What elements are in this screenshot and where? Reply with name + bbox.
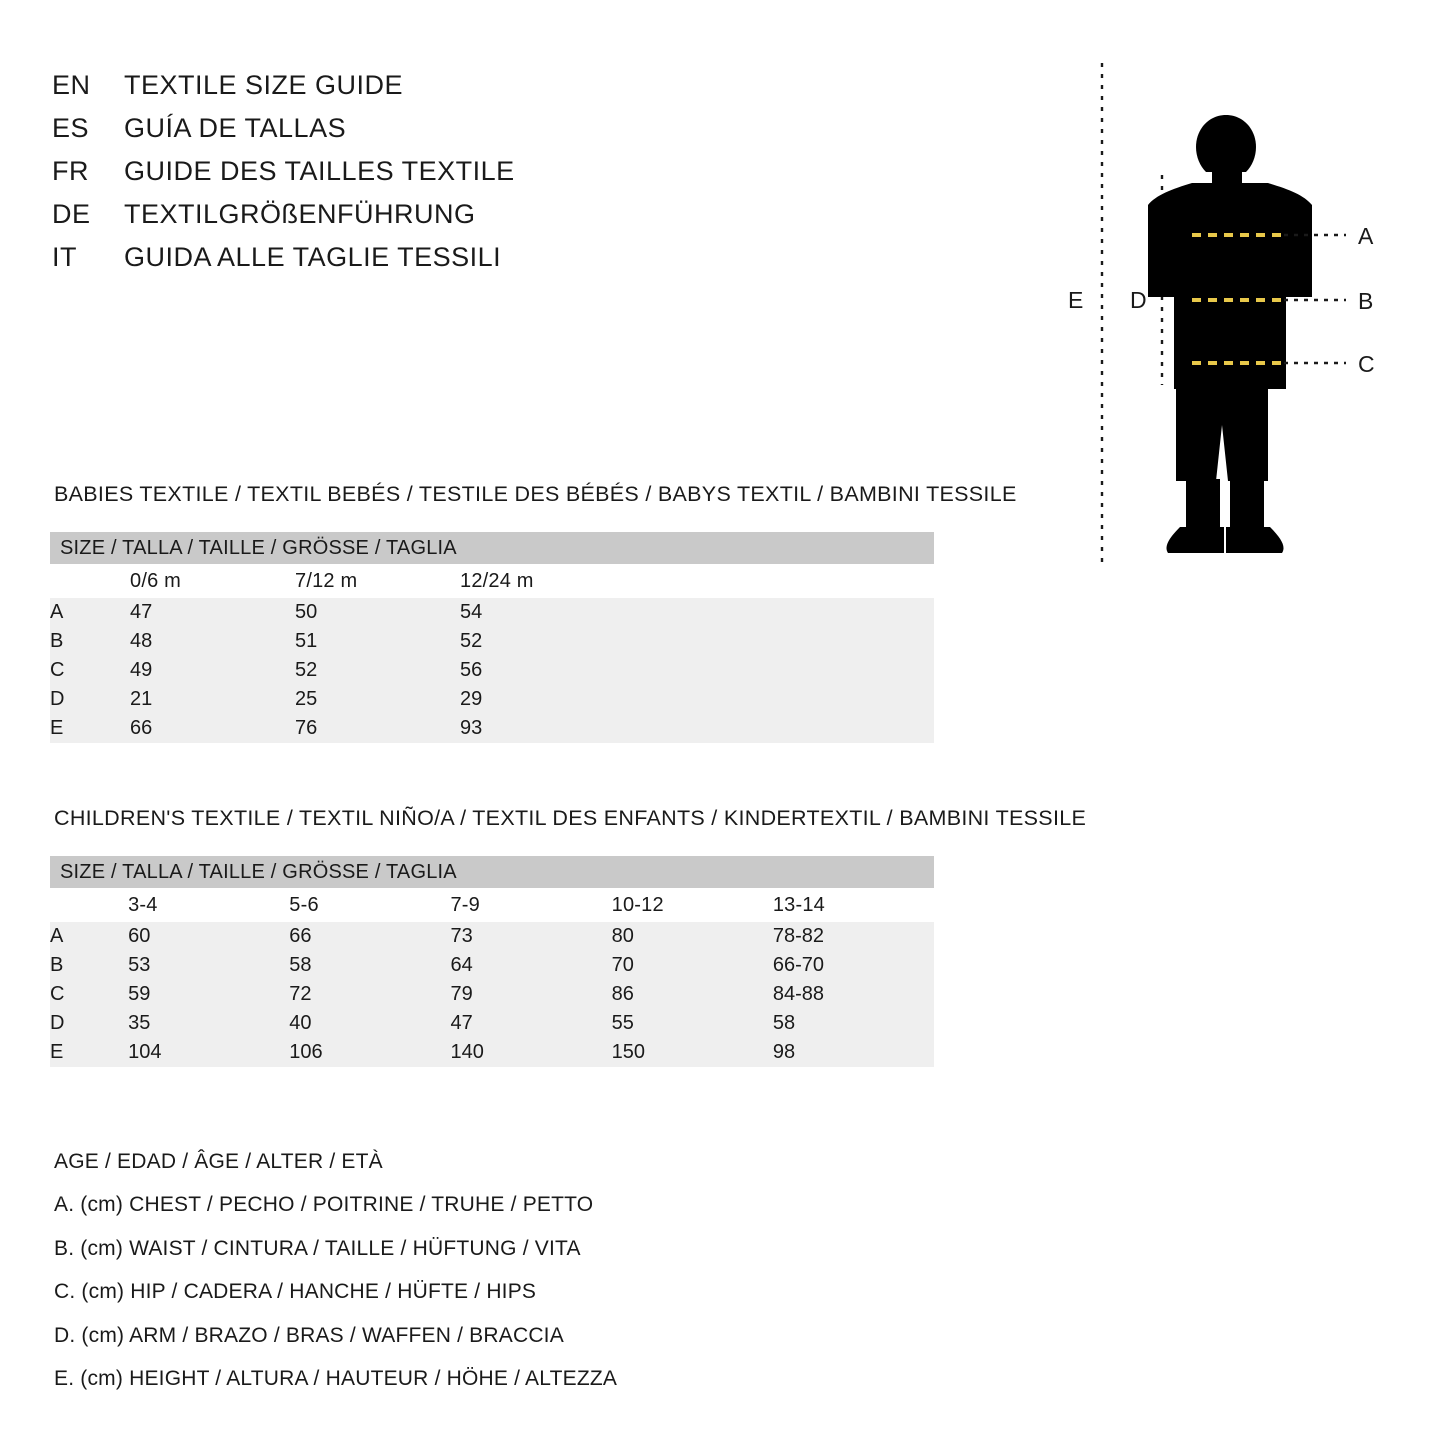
babies-b-0: 48 <box>130 627 295 656</box>
title-text-fr: GUIDE DES TAILLES TEXTILE <box>124 156 515 186</box>
babies-colhead-blank <box>50 564 130 598</box>
title-lang-en: EN <box>52 70 91 100</box>
children-d-3: 55 <box>612 1009 773 1038</box>
table-row <box>50 922 934 951</box>
measurement-figure <box>1040 55 1420 575</box>
children-row-label-c: C <box>50 980 128 1009</box>
figure-label-a: A <box>1358 223 1374 249</box>
table-row <box>50 627 934 656</box>
babies-d-0: 21 <box>130 685 295 714</box>
children-d-4: 58 <box>773 1009 934 1038</box>
children-size-table-wrap <box>50 856 934 1067</box>
table-row <box>50 685 934 714</box>
children-section-heading: CHILDREN'S TEXTILE / TEXTIL NIÑO/A / TEXTIL DES ENFANTS / KINDERTEXTIL / BAMBINI TESSILE <box>54 806 1087 830</box>
children-c-2: 79 <box>450 980 611 1009</box>
children-a-3: 80 <box>612 922 773 951</box>
children-e-0: 104 <box>128 1038 289 1067</box>
babies-colhead-2: 12/24 m <box>460 564 625 598</box>
babies-colhead-1: 7/12 m <box>295 564 460 598</box>
legend-line-waist: B. (cm) WAIST / CINTURA / TAILLE / HÜFTUNG / VITA <box>54 1236 581 1260</box>
title-text-de: TEXTILGRÖßENFÜHRUNG <box>124 199 476 229</box>
babies-e-0: 66 <box>130 714 295 743</box>
babies-a-pad <box>625 598 934 627</box>
babies-d-1: 25 <box>295 685 460 714</box>
babies-row-label-d: D <box>50 685 130 714</box>
babies-a-2: 54 <box>460 598 625 627</box>
children-a-4: 78-82 <box>773 922 934 951</box>
figure-label-d: D <box>1130 287 1147 313</box>
babies-e-2: 93 <box>460 714 625 743</box>
babies-d-pad <box>625 685 934 714</box>
table-row <box>50 980 934 1009</box>
babies-d-2: 29 <box>460 685 625 714</box>
children-c-0: 59 <box>128 980 289 1009</box>
babies-size-table <box>50 532 934 743</box>
title-row-es <box>52 113 752 156</box>
children-a-1: 66 <box>289 922 450 951</box>
children-c-1: 72 <box>289 980 450 1009</box>
children-e-3: 150 <box>612 1038 773 1067</box>
title-row-fr <box>52 156 752 199</box>
children-column-header-row <box>50 888 934 922</box>
babies-row-label-c: C <box>50 656 130 685</box>
children-row-label-b: B <box>50 951 128 980</box>
title-row-de <box>52 199 752 242</box>
title-lang-de: DE <box>52 199 91 229</box>
title-lang-es: ES <box>52 113 90 143</box>
children-b-2: 64 <box>450 951 611 980</box>
children-a-2: 73 <box>450 922 611 951</box>
measurement-legend <box>54 1140 954 1401</box>
table-row <box>50 714 934 743</box>
babies-row-label-e: E <box>50 714 130 743</box>
table-row <box>50 656 934 685</box>
legend-line-height: E. (cm) HEIGHT / ALTURA / HAUTEUR / HÖHE / ALTEZZA <box>54 1367 618 1391</box>
title-lang-fr: FR <box>52 156 89 186</box>
children-colhead-2: 7-9 <box>450 888 611 922</box>
children-colhead-3: 10-12 <box>612 888 773 922</box>
children-band-header-row <box>50 856 934 888</box>
babies-band-header-row <box>50 532 934 564</box>
children-e-1: 106 <box>289 1038 450 1067</box>
children-row-label-d: D <box>50 1009 128 1038</box>
babies-b-1: 51 <box>295 627 460 656</box>
children-colhead-blank <box>50 888 128 922</box>
table-row <box>50 1009 934 1038</box>
children-d-1: 40 <box>289 1009 450 1038</box>
children-b-4: 66-70 <box>773 951 934 980</box>
children-row-label-e: E <box>50 1038 128 1067</box>
babies-c-pad <box>625 656 934 685</box>
children-e-4: 98 <box>773 1038 934 1067</box>
children-colhead-4: 13-14 <box>773 888 934 922</box>
children-b-0: 53 <box>128 951 289 980</box>
title-text-es: GUÍA DE TALLAS <box>124 113 347 143</box>
babies-b-pad <box>625 627 934 656</box>
title-row-en <box>52 70 752 113</box>
children-colhead-0: 3-4 <box>128 888 289 922</box>
table-row <box>50 598 934 627</box>
children-c-4: 84-88 <box>773 980 934 1009</box>
babies-row-label-a: A <box>50 598 130 627</box>
children-size-table <box>50 856 934 1067</box>
babies-column-header-row <box>50 564 934 598</box>
title-block <box>52 70 752 285</box>
title-lang-it: IT <box>52 242 77 272</box>
babies-c-1: 52 <box>295 656 460 685</box>
children-row-label-a: A <box>50 922 128 951</box>
figure-label-b: B <box>1358 288 1374 314</box>
babies-section-heading: BABIES TEXTILE / TEXTIL BEBÉS / TESTILE DES BÉBÉS / BABYS TEXTIL / BAMBINI TESSILE <box>54 482 1017 506</box>
babies-e-pad <box>625 714 934 743</box>
babies-c-0: 49 <box>130 656 295 685</box>
legend-line-age: AGE / EDAD / ÂGE / ALTER / ETÀ <box>54 1149 383 1173</box>
child-silhouette <box>1148 115 1312 553</box>
table-row <box>50 951 934 980</box>
babies-colhead-0: 0/6 m <box>130 564 295 598</box>
children-b-1: 58 <box>289 951 450 980</box>
title-text-it: GUIDA ALLE TAGLIE TESSILI <box>124 242 502 272</box>
figure-label-c: C <box>1358 351 1375 377</box>
babies-c-2: 56 <box>460 656 625 685</box>
legend-line-chest: A. (cm) CHEST / PECHO / POITRINE / TRUHE / PETTO <box>54 1193 594 1217</box>
children-band-label: SIZE / TALLA / TAILLE / GRÖSSE / TAGLIA <box>50 856 934 888</box>
babies-colhead-pad <box>625 564 934 598</box>
children-colhead-1: 5-6 <box>289 888 450 922</box>
children-b-3: 70 <box>612 951 773 980</box>
children-e-2: 140 <box>450 1038 611 1067</box>
babies-size-table-wrap <box>50 532 934 743</box>
title-text-en: TEXTILE SIZE GUIDE <box>124 70 404 100</box>
table-row <box>50 1038 934 1067</box>
babies-a-0: 47 <box>130 598 295 627</box>
babies-row-label-b: B <box>50 627 130 656</box>
children-a-0: 60 <box>128 922 289 951</box>
figure-label-e: E <box>1068 287 1084 313</box>
babies-b-2: 52 <box>460 627 625 656</box>
babies-band-label: SIZE / TALLA / TAILLE / GRÖSSE / TAGLIA <box>50 532 934 564</box>
title-row-it <box>52 242 752 285</box>
legend-line-arm: D. (cm) ARM / BRAZO / BRAS / WAFFEN / BRACCIA <box>54 1323 564 1347</box>
legend-line-hip: C. (cm) HIP / CADERA / HANCHE / HÜFTE / HIPS <box>54 1280 537 1304</box>
children-c-3: 86 <box>612 980 773 1009</box>
babies-e-1: 76 <box>295 714 460 743</box>
children-d-2: 47 <box>450 1009 611 1038</box>
children-d-0: 35 <box>128 1009 289 1038</box>
babies-a-1: 50 <box>295 598 460 627</box>
